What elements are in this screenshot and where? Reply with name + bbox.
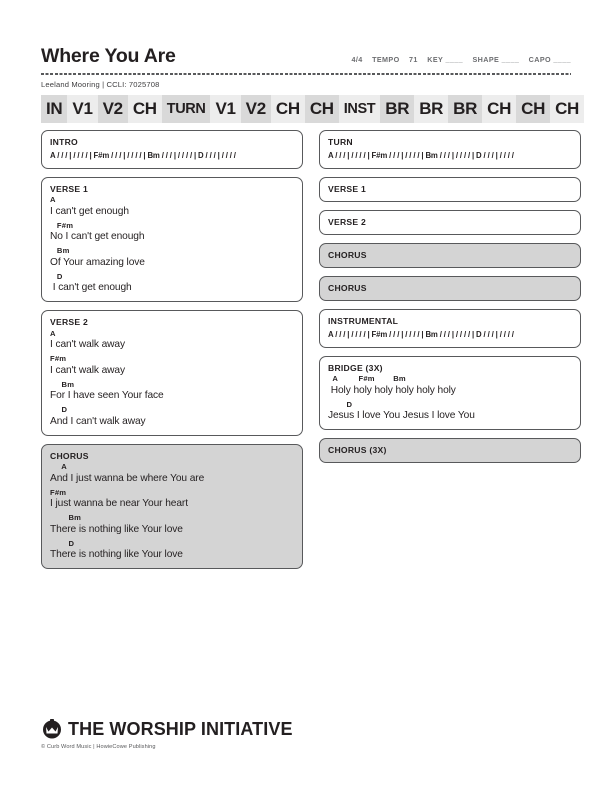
lyric-text: I can't walk away: [50, 339, 125, 351]
chord-lyric-line: [50, 380, 294, 403]
chord-lyric-line: [50, 221, 294, 244]
chord-line-intro: A / / / | / / / / | F#m / / / | / / / / | Bm / / / | / / / / | D / / / | / / / /: [50, 151, 236, 161]
chord-lyric-line: [50, 195, 294, 218]
section-label-ref-chorus-3: CHORUS (3X): [328, 445, 387, 456]
brand-lockup: [41, 718, 571, 740]
arrangement-pill-ch-14[interactable]: CH: [516, 95, 550, 123]
chord-lyric-line: [328, 400, 572, 423]
chord-lyric-line: [50, 246, 294, 269]
arrangement-pill-ch-8[interactable]: CH: [305, 95, 339, 123]
lyric-block-chorus: [50, 462, 294, 561]
chord-text: F#m: [50, 354, 67, 364]
chord-text: Bm: [50, 379, 75, 389]
section-label-ref-verse-1: VERSE 1: [328, 184, 367, 195]
arrangement-pill-v2-2[interactable]: V2: [98, 95, 128, 123]
arrangement-pill-v1-5[interactable]: V1: [210, 95, 240, 123]
lyric-text: I can't walk away: [50, 364, 125, 376]
chord-line-turn: A / / / | / / / / | F#m / / / | / / / / | Bm / / / | / / / / | D / / / | / / / /: [328, 151, 514, 161]
arrangement-pill-ch-15[interactable]: CH: [550, 95, 584, 123]
chord-text: D: [50, 271, 63, 281]
chord-text: D: [50, 405, 68, 415]
copyright-line: © Curb Word Music | HowieCowe Publishing: [41, 744, 156, 750]
time-signature: 4/4: [351, 55, 363, 64]
section-label-instrumental: INSTRUMENTAL: [328, 315, 399, 326]
chord-lyric-line: [50, 354, 294, 377]
section-label-turn: TURN: [328, 137, 353, 147]
arrangement-pill-br-11[interactable]: BR: [414, 95, 448, 123]
chord-lyric-line: [328, 374, 572, 397]
header-divider: [41, 73, 571, 75]
lyric-text: No I can't get enough: [50, 231, 145, 243]
lyric-text: For I have seen Your face: [50, 390, 164, 402]
lyric-text: There is nothing like Your love: [50, 549, 183, 561]
lyric-text: Of Your amazing love: [50, 256, 145, 268]
arrangement-pill-ch-7[interactable]: CH: [271, 95, 305, 123]
chord-text: D: [328, 399, 353, 409]
arrangement-strip: [41, 95, 580, 123]
song-metadata: [351, 55, 571, 66]
arrangement-pill-br-12[interactable]: BR: [448, 95, 482, 123]
arrangement-pill-v1-1[interactable]: V1: [67, 95, 97, 123]
lyric-text: And I can't walk away: [50, 415, 146, 427]
arrangement-pill-ch-13[interactable]: CH: [482, 95, 516, 123]
title-row: [41, 45, 571, 67]
arrangement-pill-ch-3[interactable]: CH: [128, 95, 162, 123]
section-ref-verse-2: [319, 210, 581, 235]
section-label-chorus: CHORUS: [50, 450, 89, 461]
lyric-text: And I just wanna be where You are: [50, 472, 205, 484]
page-header: [41, 45, 571, 89]
chord-line-instrumental: A / / / | / / / / | F#m / / / | / / / / | Bm / / / | / / / / | D / / / | / / / /: [328, 330, 514, 340]
lyric-text: There is nothing like Your love: [50, 523, 183, 535]
section-ref-chorus-1: [319, 243, 581, 268]
arrangement-pill-v2-6[interactable]: V2: [241, 95, 271, 123]
arrangement-pill-turn-4[interactable]: TURN: [162, 95, 211, 123]
key-field: KEY ____: [427, 55, 464, 64]
lyric-text: I just wanna be near Your heart: [50, 498, 188, 510]
section-label-ref-verse-2: VERSE 2: [328, 217, 367, 228]
lyric-text: I can't get enough: [50, 282, 132, 294]
arrangement-pill-in-0[interactable]: IN: [41, 95, 67, 123]
lyric-block-bridge: [328, 374, 572, 422]
brand-name: THE WORSHIP INITIATIVE: [68, 719, 293, 739]
crown-circle-icon: [41, 718, 63, 740]
section-ref-verse-1: [319, 177, 581, 202]
lyric-block-verse-2: [50, 329, 294, 428]
section-label-verse-1: VERSE 1: [50, 183, 89, 194]
chord-lyric-line: [50, 329, 294, 352]
arrangement-pill-br-10[interactable]: BR: [380, 95, 414, 123]
chord-text: Bm: [50, 246, 70, 256]
capo-field: CAPO ____: [528, 55, 571, 64]
chord-lyric-line: [50, 513, 294, 536]
byline: Leeland Mooring | CCLI: 7025708: [41, 80, 160, 90]
chord-text: D: [50, 538, 75, 548]
left-column: [41, 130, 303, 577]
section-ref-chorus-2: [319, 276, 581, 301]
chord-text: A: [50, 462, 67, 472]
section-intro: [41, 130, 303, 169]
section-label-intro: INTRO: [50, 137, 78, 147]
section-verse-1: [41, 177, 303, 302]
chord-text: A: [50, 195, 56, 205]
chord-lyric-line: [50, 539, 294, 562]
section-label-verse-2: VERSE 2: [50, 317, 89, 328]
section-chorus: [41, 444, 303, 569]
section-label-ref-chorus-1: CHORUS: [328, 250, 367, 261]
lyric-text: I can't get enough: [50, 205, 129, 217]
page-footer: [41, 718, 571, 750]
section-bridge: [319, 356, 581, 430]
chord-text: A: [50, 328, 56, 338]
chord-text: A F#m Bm: [328, 374, 406, 384]
chord-lyric-line: [50, 272, 294, 295]
arrangement-pill-inst-9[interactable]: INST: [339, 95, 380, 123]
lyric-block-verse-1: [50, 195, 294, 294]
chord-text: Bm: [50, 513, 82, 523]
section-instrumental: [319, 309, 581, 348]
tempo-value: 71: [409, 55, 418, 64]
chord-text: F#m: [50, 220, 74, 230]
section-turn: [319, 130, 581, 169]
right-column: [319, 130, 581, 471]
page-title: Where You Are: [41, 45, 176, 67]
section-label-ref-chorus-2: CHORUS: [328, 283, 367, 294]
chord-text: F#m: [50, 487, 67, 497]
chord-lyric-line: [50, 462, 294, 485]
section-ref-chorus-3: [319, 438, 581, 463]
chord-lyric-line: [50, 488, 294, 511]
lyric-text: Jesus I love You Jesus I love You: [328, 410, 475, 422]
section-label-bridge: BRIDGE (3X): [328, 362, 383, 373]
chord-lyric-line: [50, 405, 294, 428]
section-verse-2: [41, 310, 303, 435]
lyric-text: Holy holy holy holy holy holy: [328, 384, 456, 396]
tempo-label: TEMPO: [372, 55, 400, 64]
shape-field: SHAPE ____: [472, 55, 520, 64]
